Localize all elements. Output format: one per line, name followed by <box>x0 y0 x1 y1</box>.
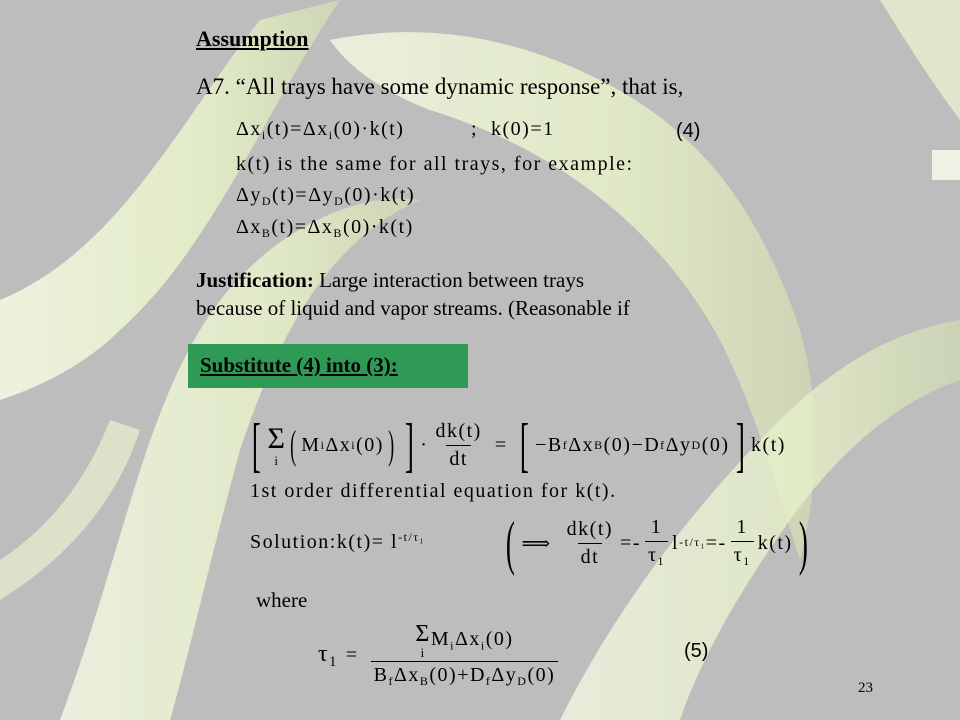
assumption-a7-text: A7. “All trays have some dynamic response”, that is, <box>196 74 684 99</box>
equation-4-tag: (4) <box>676 120 701 142</box>
example-equation-yd: $\Delta y_D(t)=\Delta y_D(0)\cdot k(t)$ <box>236 184 416 209</box>
k-same-note: k(t) is the same for all trays, for example: <box>236 153 634 175</box>
justification-label: Justification: <box>196 268 314 292</box>
equation-5-tau: $\tau_1$ = Σ i $M_i\Delta x_i(0)$ $B_f\Delta x_B(0)+D_f\Delta y_D(0)$ <box>318 622 562 689</box>
justification-text <box>196 266 630 322</box>
justification-line-2: because of liquid and vapor streams. (Reasonable if <box>196 296 630 320</box>
derivative-check: ( ⟹ $\frac{dk(t)}{dt}$ =- $\frac{1}{\tau_1}$ l $-t/\tau_1$ =- $\frac{1}{\tau_1}$ k(t) ) <box>505 510 809 576</box>
justification-line-1: Large interaction between trays <box>313 268 584 292</box>
ode-note: 1st order differential equation for k(t). <box>250 480 617 502</box>
solution-equation: Solution:k(t)= $l^{-t/\tau_1}$ <box>250 530 425 554</box>
substitute-label: Substitute (4) into (3): <box>200 353 398 377</box>
page-number: 23 <box>858 680 873 696</box>
section-heading: Assumption <box>196 26 309 51</box>
equation-5-tag: (5) <box>684 640 709 662</box>
substituted-equation: [ Σ i ( M i Δx i (0) ) ] · $\frac{dk(t)}{dt}$ = [ −B f Δx B (0)−D f Δy D (0) ] k(t) <box>251 412 786 478</box>
where-label: where <box>256 588 308 612</box>
example-equation-xb: $\Delta x_B(t)=\Delta x_B(0)\cdot k(t)$ <box>236 216 414 241</box>
equation-4-line: $\Delta x_i(t)=\Delta x_i(0)\cdot k(t)$ ; k(0)=1 <box>236 118 555 143</box>
solution-label: Solution <box>250 531 330 554</box>
substitute-box <box>188 344 468 388</box>
